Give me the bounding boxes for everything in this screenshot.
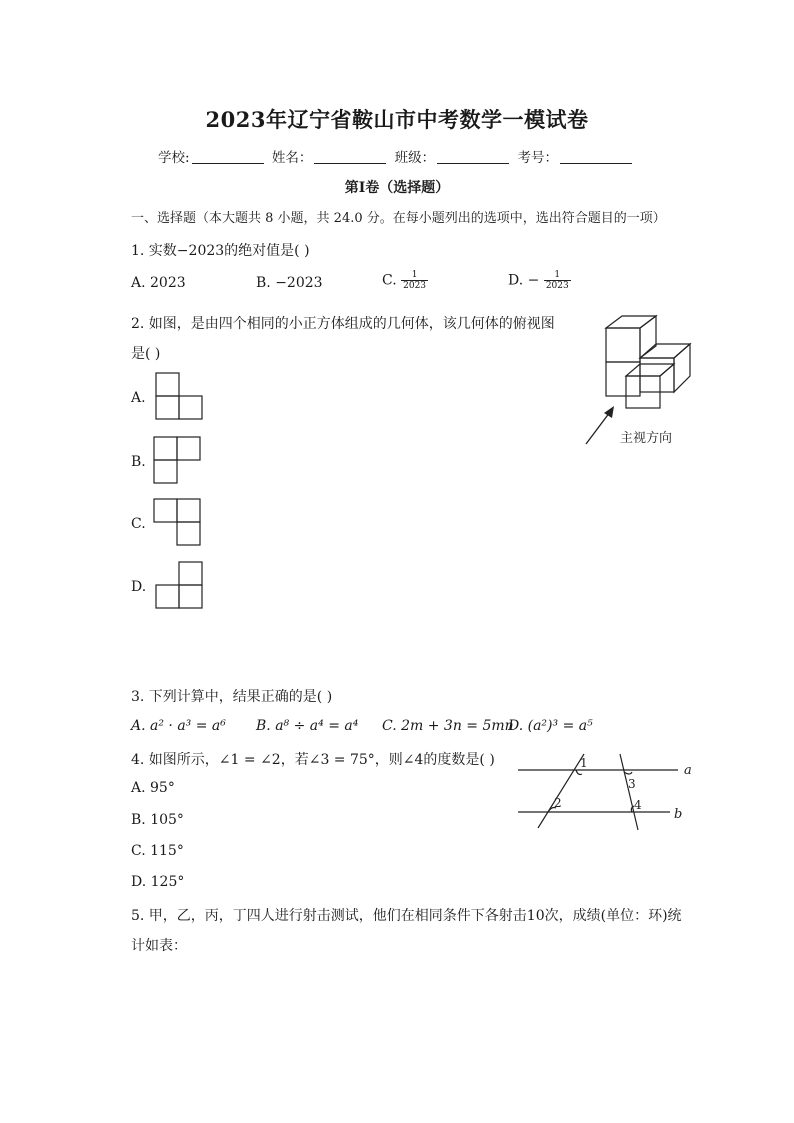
question-2-option-a-label: A. bbox=[131, 390, 146, 406]
question-5-stem-line1: 5. 甲，乙，丙，丁四人进行射击测试，他们在相同条件下各射击10次，成绩(单位：环)统 bbox=[131, 908, 682, 924]
option-a-shape bbox=[155, 372, 205, 422]
fraction-denominator: 2023 bbox=[403, 281, 427, 291]
angle-3-label: 3 bbox=[628, 777, 636, 791]
school-label: 学校: bbox=[158, 150, 190, 166]
question-1-stem: 1. 实数−2023的绝对值是( ) bbox=[131, 243, 310, 259]
question-2-option-c-label: C. bbox=[131, 516, 146, 532]
fraction-denominator: 2023 bbox=[545, 281, 569, 291]
line-a-label: a bbox=[684, 763, 692, 778]
angle-1-label: 1 bbox=[580, 756, 588, 770]
class-label: 班级： bbox=[394, 150, 436, 166]
question-4-stem: 4. 如图所示，∠1 = ∠2，若∠3 = 75°，则∠4的度数是( ) bbox=[131, 752, 495, 768]
fraction bbox=[544, 270, 571, 291]
line-b-label: b bbox=[674, 807, 683, 822]
option-c-shape bbox=[153, 498, 203, 548]
fraction-numerator: 1 bbox=[401, 270, 428, 281]
school-blank[interactable] bbox=[192, 149, 264, 164]
question-4-option-b: B. 105° bbox=[131, 812, 184, 828]
name-label: 姓名： bbox=[271, 150, 313, 166]
option-b-shape bbox=[153, 436, 203, 486]
class-blank[interactable] bbox=[437, 149, 509, 164]
question-3-option-b: B. a⁸ ÷ a⁴ = a⁴ bbox=[256, 718, 359, 734]
question-1-option-a: A. 2023 bbox=[131, 275, 186, 291]
cube-figure bbox=[578, 312, 698, 452]
part-title: 第Ⅰ卷（选择题） bbox=[344, 180, 450, 196]
parallel-lines-figure bbox=[512, 750, 702, 835]
question-1-option-c bbox=[382, 270, 428, 291]
question-3-option-c: C. 2m + 3n = 5mn bbox=[382, 718, 514, 734]
fraction bbox=[401, 270, 428, 291]
fraction-numerator: 1 bbox=[544, 270, 571, 281]
figure-caption: 主视方向 bbox=[620, 431, 673, 446]
question-2-stem-line1: 2. 如图，是由四个相同的小正方体组成的几何体，该几何体的俯视图 bbox=[131, 316, 555, 332]
question-1-option-b: B. −2023 bbox=[256, 275, 323, 291]
exam-no-blank[interactable] bbox=[560, 149, 632, 164]
question-2-option-d-label: D. bbox=[131, 579, 147, 595]
exam-no-label: 考号： bbox=[517, 150, 558, 166]
section-title: 一、选择题（本大题共 8 小题，共 24.0 分。在每小题列出的选项中，选出符合题目的一项） bbox=[131, 211, 666, 226]
question-4-option-a: A. 95° bbox=[131, 780, 175, 796]
question-5-stem-line2: 计如表： bbox=[131, 938, 187, 954]
question-3-option-a: A. a² · a³ = a⁶ bbox=[131, 718, 226, 734]
option-d-shape bbox=[155, 561, 205, 611]
question-3-stem: 3. 下列计算中，结果正确的是( ) bbox=[131, 689, 333, 705]
question-4-option-d: D. 125° bbox=[131, 874, 185, 890]
angle-4-label: 4 bbox=[634, 798, 642, 812]
option-d-label: D. − bbox=[508, 272, 540, 289]
angle-2-label: 2 bbox=[554, 796, 562, 810]
question-2-option-b-label: B. bbox=[131, 454, 146, 470]
question-2-stem-line2: 是( ) bbox=[131, 346, 161, 362]
student-info-line bbox=[0, 146, 794, 166]
exam-title: 2023年辽宁省鞍山市中考数学一模试卷 bbox=[205, 107, 589, 132]
option-c-label: C. bbox=[382, 272, 397, 289]
question-1-option-d bbox=[508, 270, 571, 291]
question-4-option-c: C. 115° bbox=[131, 843, 184, 859]
name-blank[interactable] bbox=[314, 149, 386, 164]
question-3-option-d: D. (a²)³ = a⁵ bbox=[508, 718, 593, 734]
